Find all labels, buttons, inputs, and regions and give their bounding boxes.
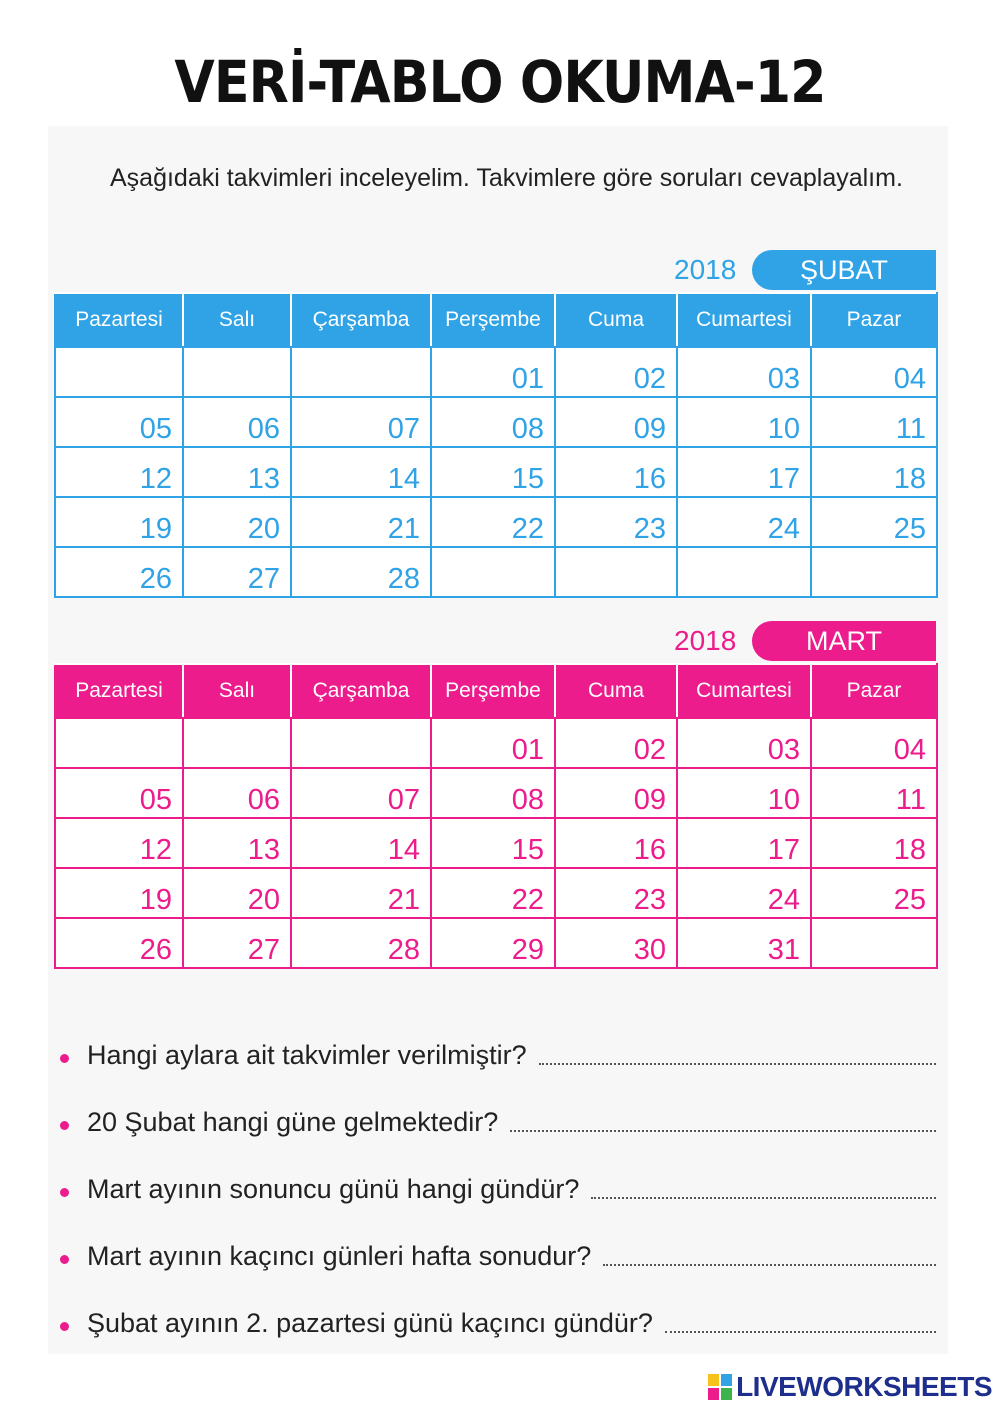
subat-day-cell: [55, 347, 183, 397]
mart-day-cell: 25: [811, 868, 937, 918]
mart-day-cell: [183, 718, 291, 768]
subat-weekday-header: Perşembe: [431, 293, 555, 347]
subat-day-cell: 26: [55, 547, 183, 597]
answer-line[interactable]: [665, 1331, 936, 1333]
question-item: [60, 1278, 936, 1345]
mart-day-cell: 30: [555, 918, 677, 968]
subat-weekday-header: Cuma: [555, 293, 677, 347]
subat-day-cell: 24: [677, 497, 811, 547]
question-text: Mart ayının kaçıncı günleri hafta sonudur?: [87, 1241, 592, 1271]
mart-day-cell: 31: [677, 918, 811, 968]
subat-day-cell: [183, 347, 291, 397]
liveworksheets-logo: [708, 1372, 992, 1402]
mart-day-cell: 14: [291, 818, 431, 868]
subat-day-cell: [555, 547, 677, 597]
mart-day-cell: [55, 718, 183, 768]
logo-icon: [708, 1374, 732, 1400]
subat-day-cell: 05: [55, 397, 183, 447]
subat-day-cell: 12: [55, 447, 183, 497]
mart-day-cell: 11: [811, 768, 937, 818]
subat-day-cell: 16: [555, 447, 677, 497]
mart-header: [670, 621, 936, 661]
subat-day-cell: 27: [183, 547, 291, 597]
subat-day-cell: [677, 547, 811, 597]
mart-day-cell: 04: [811, 718, 937, 768]
subat-day-cell: [431, 547, 555, 597]
question-item: [60, 1010, 936, 1077]
subat-day-cell: 22: [431, 497, 555, 547]
subat-day-cell: 13: [183, 447, 291, 497]
subat-day-cell: [811, 547, 937, 597]
subat-day-cell: 08: [431, 397, 555, 447]
subat-week-row: [55, 397, 937, 447]
mart-day-cell: 02: [555, 718, 677, 768]
mart-weekday-header: Çarşamba: [291, 664, 431, 718]
subat-day-cell: 28: [291, 547, 431, 597]
subat-day-cell: 02: [555, 347, 677, 397]
mart-day-cell: 16: [555, 818, 677, 868]
mart-year: 2018: [674, 625, 737, 656]
mart-day-cell: 18: [811, 818, 937, 868]
mart-week-row: [55, 918, 937, 968]
subat-day-cell: 18: [811, 447, 937, 497]
subat-month-label: ŞUBAT: [752, 250, 936, 290]
question-text: 20 Şubat hangi güne gelmektedir?: [87, 1107, 499, 1137]
question-item: [60, 1077, 936, 1144]
mart-day-cell: 05: [55, 768, 183, 818]
mart-weekday-header: Cuma: [555, 664, 677, 718]
mart-calendar: [54, 663, 938, 969]
mart-weekday-header: Cumartesi: [677, 664, 811, 718]
mart-day-cell: 19: [55, 868, 183, 918]
mart-day-cell: 07: [291, 768, 431, 818]
subat-week-row: [55, 497, 937, 547]
mart-weekday-header: Salı: [183, 664, 291, 718]
subat-weekday-row: [55, 293, 937, 347]
mart-day-cell: 26: [55, 918, 183, 968]
mart-month-label: MART: [752, 621, 936, 661]
subat-day-cell: 15: [431, 447, 555, 497]
subat-day-cell: 25: [811, 497, 937, 547]
subat-week-row: [55, 547, 937, 597]
subat-day-cell: 20: [183, 497, 291, 547]
subat-day-cell: 10: [677, 397, 811, 447]
subat-calendar: [54, 292, 938, 598]
bullet-dot: [60, 1121, 69, 1130]
bullet-dot: [60, 1255, 69, 1264]
bullet-dot: [60, 1188, 69, 1197]
subat-weekday-header: Salı: [183, 293, 291, 347]
question-item: [60, 1144, 936, 1211]
question-text: Hangi aylara ait takvimler verilmiştir?: [87, 1040, 527, 1070]
mart-day-cell: 01: [431, 718, 555, 768]
bullet-dot: [60, 1322, 69, 1331]
mart-day-cell: 17: [677, 818, 811, 868]
mart-day-cell: 10: [677, 768, 811, 818]
intro-text: Aşağıdaki takvimleri inceleyelim. Takvimlere göre soruları cevaplayalım.: [110, 164, 903, 192]
mart-day-cell: 03: [677, 718, 811, 768]
answer-line[interactable]: [510, 1130, 936, 1132]
mart-weekday-header: Perşembe: [431, 664, 555, 718]
answer-line[interactable]: [603, 1264, 936, 1266]
subat-year: 2018: [674, 254, 737, 285]
subat-day-cell: 23: [555, 497, 677, 547]
mart-day-cell: 24: [677, 868, 811, 918]
subat-day-cell: 03: [677, 347, 811, 397]
mart-day-cell: 12: [55, 818, 183, 868]
question-text: Şubat ayının 2. pazartesi günü kaçıncı gündür?: [87, 1308, 653, 1338]
mart-weekday-row: [55, 664, 937, 718]
answer-line[interactable]: [591, 1197, 936, 1199]
subat-day-cell: 07: [291, 397, 431, 447]
brand-text: LIVEWORKSHEETS: [736, 1371, 992, 1402]
mart-day-cell: 27: [183, 918, 291, 968]
subat-weekday-header: Pazar: [811, 293, 937, 347]
answer-line[interactable]: [539, 1063, 936, 1065]
subat-weekday-header: Pazartesi: [55, 293, 183, 347]
subat-day-cell: 19: [55, 497, 183, 547]
mart-day-cell: 28: [291, 918, 431, 968]
question-text: Mart ayının sonuncu günü hangi gündür?: [87, 1174, 580, 1204]
mart-week-row: [55, 768, 937, 818]
subat-day-cell: [291, 347, 431, 397]
subat-weekday-header: Cumartesi: [677, 293, 811, 347]
mart-week-row: [55, 818, 937, 868]
bullet-dot: [60, 1054, 69, 1063]
subat-day-cell: 11: [811, 397, 937, 447]
mart-day-cell: 29: [431, 918, 555, 968]
subat-weekday-header: Çarşamba: [291, 293, 431, 347]
subat-day-cell: 17: [677, 447, 811, 497]
mart-day-cell: 22: [431, 868, 555, 918]
subat-day-cell: 01: [431, 347, 555, 397]
subat-day-cell: 06: [183, 397, 291, 447]
mart-weekday-header: Pazar: [811, 664, 937, 718]
mart-day-cell: 21: [291, 868, 431, 918]
subat-header: [670, 250, 936, 290]
mart-day-cell: 08: [431, 768, 555, 818]
subat-day-cell: 14: [291, 447, 431, 497]
subat-week-row: [55, 347, 937, 397]
mart-day-cell: [811, 918, 937, 968]
page-title: VERİ-TABLO OKUMA-12: [174, 48, 826, 116]
mart-week-row: [55, 718, 937, 768]
mart-day-cell: 20: [183, 868, 291, 918]
mart-day-cell: 06: [183, 768, 291, 818]
mart-day-cell: [291, 718, 431, 768]
mart-day-cell: 09: [555, 768, 677, 818]
mart-weekday-header: Pazartesi: [55, 664, 183, 718]
mart-day-cell: 15: [431, 818, 555, 868]
subat-day-cell: 21: [291, 497, 431, 547]
mart-week-row: [55, 868, 937, 918]
question-item: [60, 1211, 936, 1278]
question-list: [60, 1010, 936, 1345]
subat-day-cell: 04: [811, 347, 937, 397]
subat-week-row: [55, 447, 937, 497]
mart-day-cell: 13: [183, 818, 291, 868]
mart-day-cell: 23: [555, 868, 677, 918]
subat-day-cell: 09: [555, 397, 677, 447]
